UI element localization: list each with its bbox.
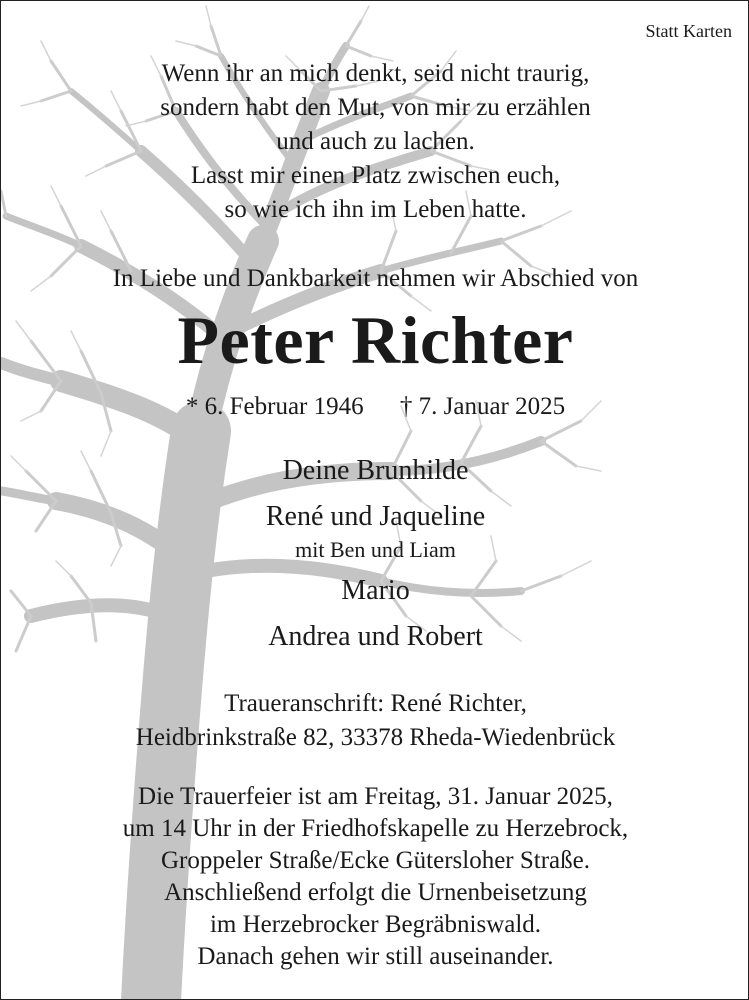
notice-content <box>1 1 749 1000</box>
funeral-line: im Herzebrocker Begräbniswald. <box>209 911 542 938</box>
funeral-details <box>1 781 749 973</box>
mourner-line: René und Jaqueline <box>265 501 486 532</box>
mourners-list <box>1 451 749 657</box>
funeral-line: Die Trauerfeier ist am Freitag, 31. Januar 2025, <box>138 783 613 810</box>
poem-line: Wenn ihr an mich denkt, seid nicht traurig, <box>161 60 590 87</box>
deceased-name: Peter Richter <box>177 302 574 378</box>
poem-line: Lasst mir einen Platz zwischen euch, <box>190 162 561 189</box>
farewell-intro: In Liebe und Dankbarkeit nehmen wir Abschied von <box>112 265 639 292</box>
birth-date: * 6. Februar 1946 <box>185 393 364 420</box>
poem <box>1 57 749 227</box>
poem-line: so wie ich ihn im Leben hatte. <box>224 196 527 223</box>
mourner-line: Mario <box>341 575 410 606</box>
funeral-line: Anschließend erfolgt die Urnenbeisetzung <box>164 879 587 906</box>
death-date: † 7. Januar 2025 <box>399 393 566 420</box>
mourner-line: Deine Brunhilde <box>282 455 469 486</box>
funeral-line: Groppeler Straße/Ecke Gütersloher Straße. <box>160 847 590 874</box>
address-line: Heidbrinkstraße 82, 33378 Rheda-Wiedenbrück <box>135 724 616 751</box>
funeral-line: um 14 Uhr in der Friedhofskapelle zu Herzebrock, <box>122 815 629 842</box>
statt-karten-label: Statt Karten <box>645 21 732 41</box>
address-line: Traueranschrift: René Richter, <box>224 690 527 717</box>
life-dates <box>1 393 749 421</box>
funeral-line: Danach gehen wir still auseinander. <box>197 943 554 970</box>
mourning-address <box>1 687 749 755</box>
poem-line: und auch zu lachen. <box>276 128 475 155</box>
mourner-line: Andrea und Robert <box>268 621 483 652</box>
poem-line: sondern habt den Mut, von mir zu erzählen <box>160 94 591 121</box>
mourner-subline: mit Ben und Liam <box>295 537 456 562</box>
